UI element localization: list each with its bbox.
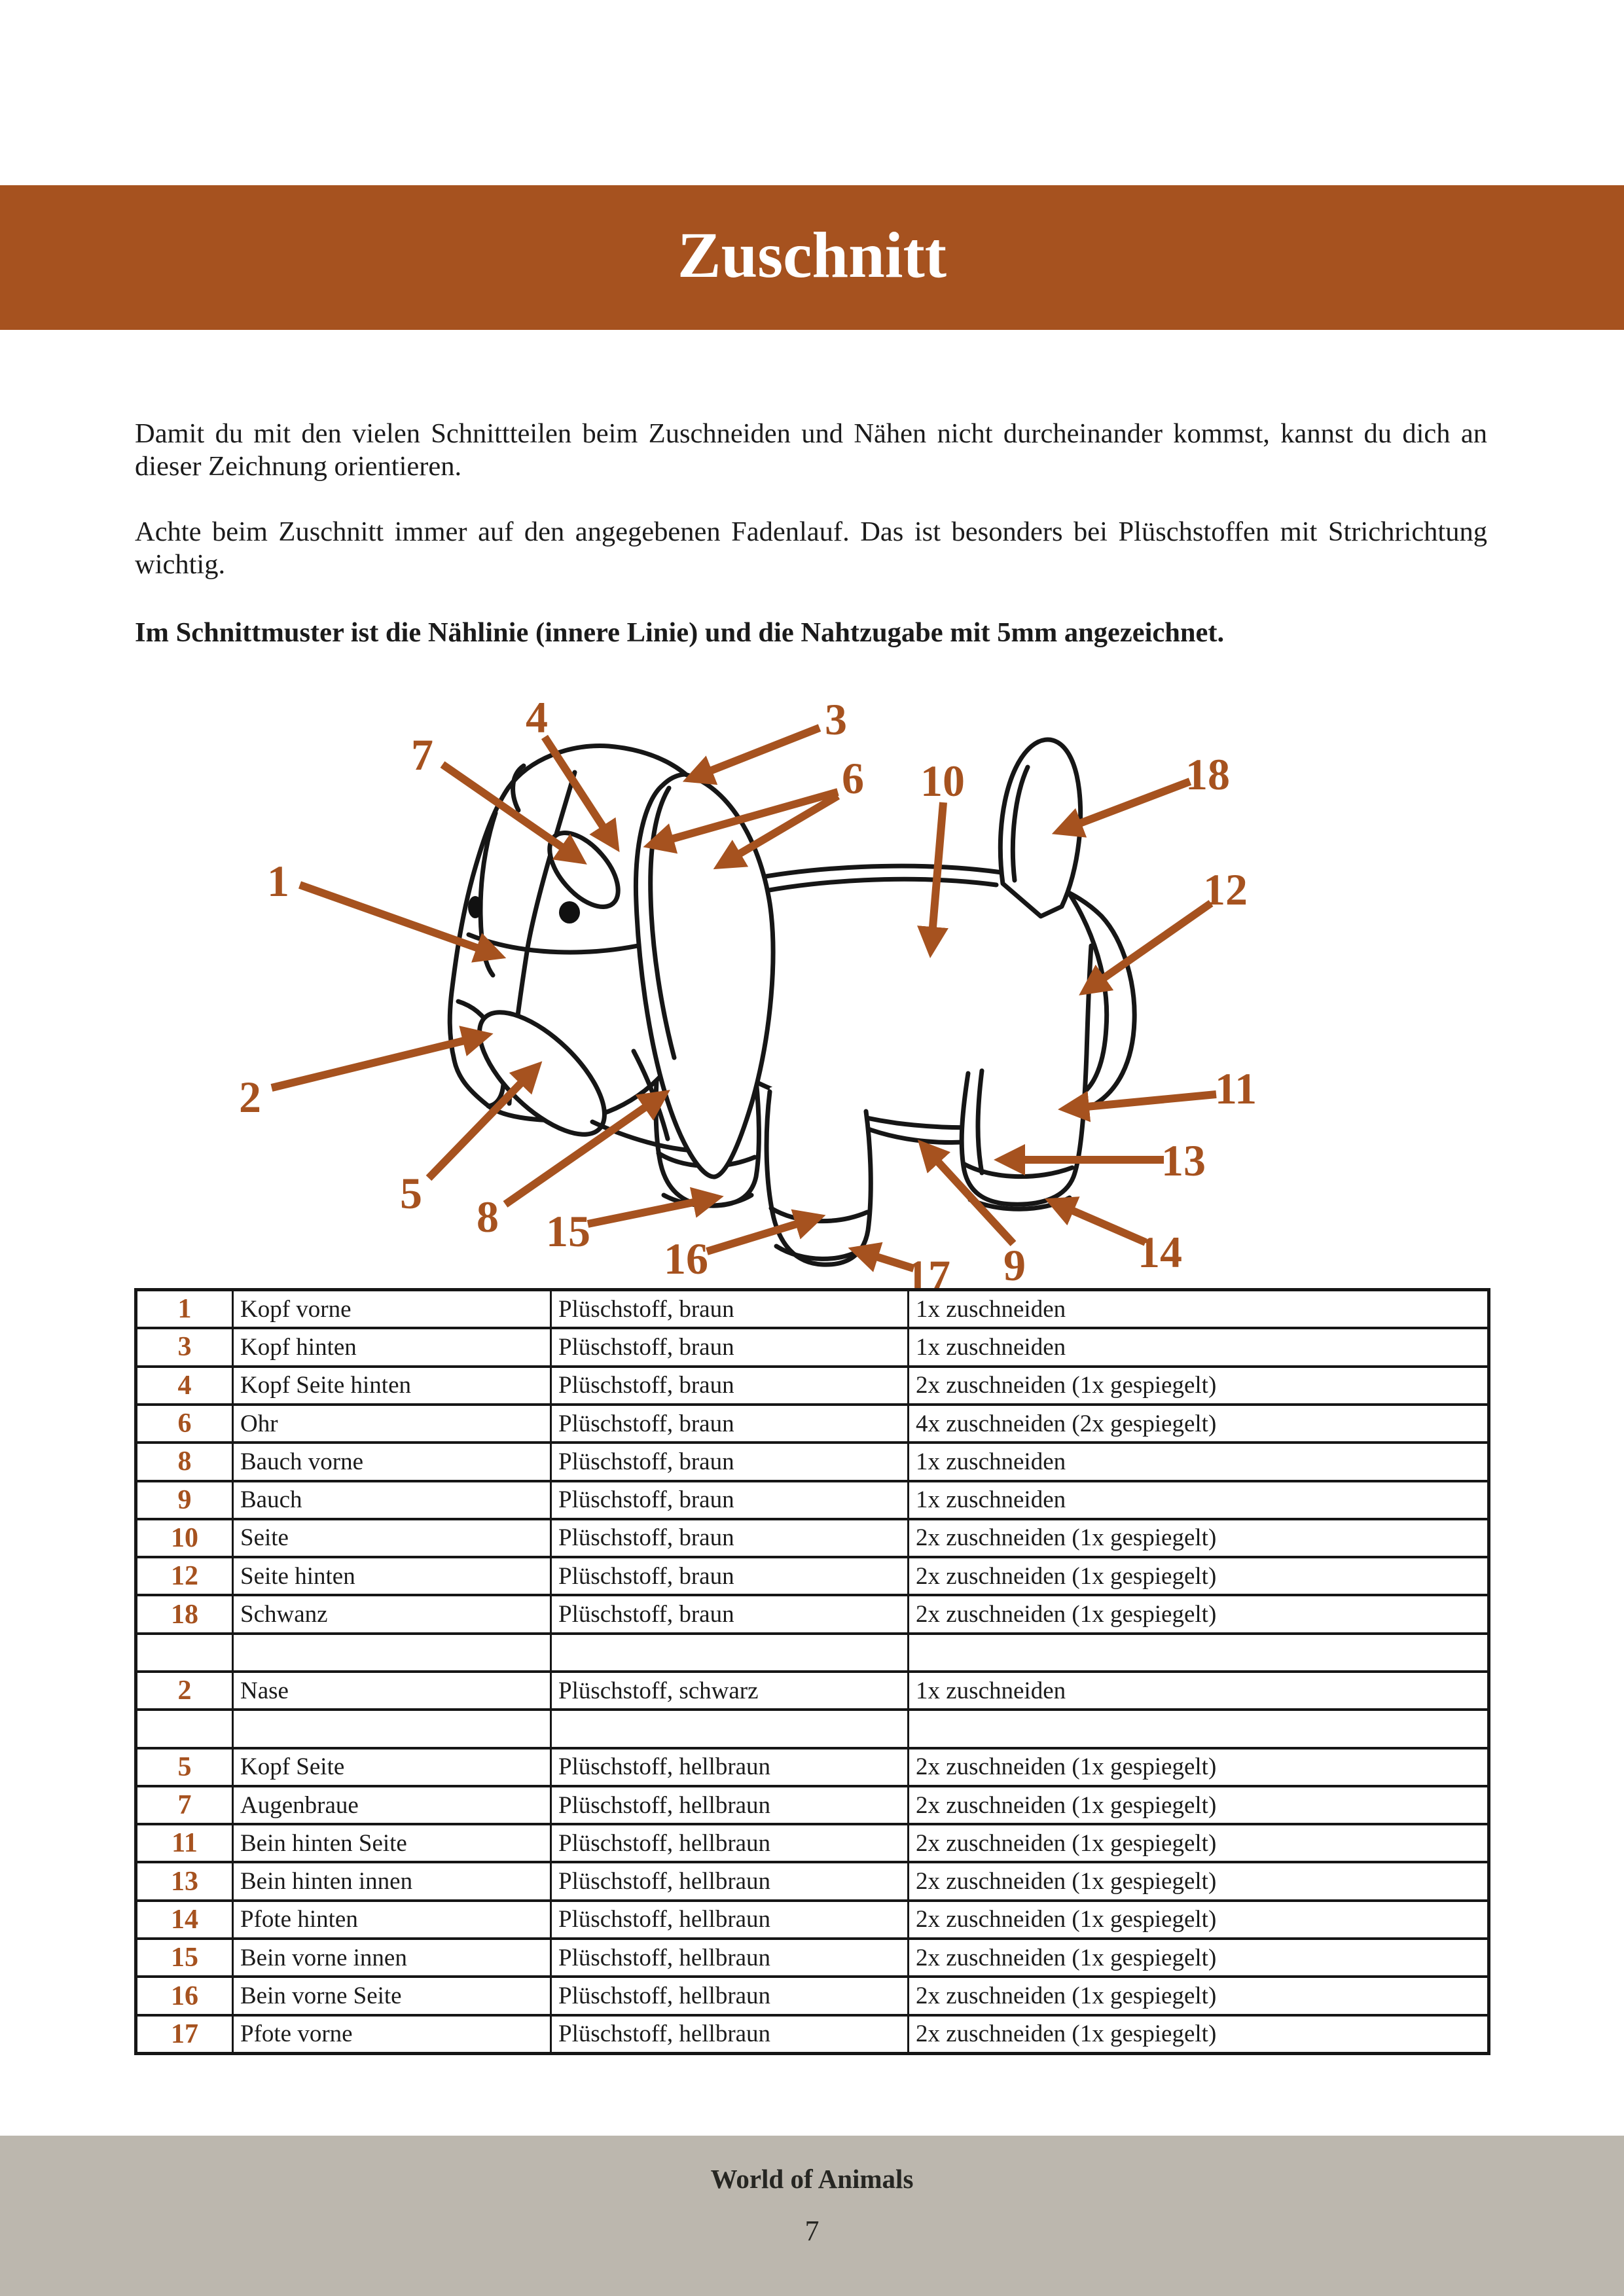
part-name-cell: Kopf hinten xyxy=(233,1328,551,1366)
cut-count-cell: 1x zuschneiden xyxy=(909,1443,1489,1480)
table-row xyxy=(136,1595,1489,1633)
table-row xyxy=(136,1367,1489,1405)
part-number-label-15: 15 xyxy=(546,1206,590,1256)
table-row xyxy=(136,1443,1489,1480)
cut-count-cell xyxy=(909,1634,1489,1672)
part-number-label-12: 12 xyxy=(1203,865,1248,914)
cut-count-cell: 1x zuschneiden xyxy=(909,1290,1489,1329)
part-number-label-16: 16 xyxy=(664,1234,708,1283)
leader-arrow-15 xyxy=(588,1198,716,1224)
part-name-cell: Seite xyxy=(233,1519,551,1557)
table-row xyxy=(136,1672,1489,1710)
material-cell: Plüschstoff, braun xyxy=(551,1405,909,1443)
part-number-cell: 9 xyxy=(136,1481,233,1519)
intro-paragraph-2: Achte beim Zuschnitt immer auf den angegebenen Fadenlauf. Das ist besonders bei Plüschstoffen mit Strichrichtung wichtig. xyxy=(135,516,1487,580)
table-row xyxy=(136,1824,1489,1862)
footer xyxy=(0,2136,1624,2296)
part-number-cell: 10 xyxy=(136,1519,233,1557)
part-number-label-13: 13 xyxy=(1161,1136,1206,1185)
cut-count-cell xyxy=(909,1710,1489,1748)
cutting-table xyxy=(134,1288,1490,2055)
part-name-cell: Kopf vorne xyxy=(233,1290,551,1329)
cut-count-cell: 1x zuschneiden xyxy=(909,1328,1489,1366)
cut-count-cell: 2x zuschneiden (1x gespiegelt) xyxy=(909,1862,1489,1900)
part-number-label-10: 10 xyxy=(920,756,965,806)
part-name-cell: Seite hinten xyxy=(233,1557,551,1595)
part-number-label-4: 4 xyxy=(526,692,548,742)
part-name-cell: Bauch vorne xyxy=(233,1443,551,1480)
part-name-cell: Bein hinten Seite xyxy=(233,1824,551,1862)
material-cell: Plüschstoff, hellbraun xyxy=(551,2015,909,2054)
cut-count-cell: 2x zuschneiden (1x gespiegelt) xyxy=(909,1595,1489,1633)
material-cell: Plüschstoff, braun xyxy=(551,1557,909,1595)
part-name-cell: Nase xyxy=(233,1672,551,1710)
part-name-cell: Kopf Seite hinten xyxy=(233,1367,551,1405)
part-number-label-7: 7 xyxy=(411,730,433,780)
part-number-label-17: 17 xyxy=(906,1251,950,1300)
part-name-cell: Kopf Seite xyxy=(233,1748,551,1786)
material-cell: Plüschstoff, hellbraun xyxy=(551,1824,909,1862)
table-row xyxy=(136,1748,1489,1786)
part-number-label-11: 11 xyxy=(1214,1064,1257,1113)
table-row xyxy=(136,1901,1489,1939)
part-number-cell: 15 xyxy=(136,1939,233,1977)
part-name-cell: Bauch xyxy=(233,1481,551,1519)
page-title: Zuschnitt xyxy=(677,219,947,291)
cut-count-cell: 2x zuschneiden (1x gespiegelt) xyxy=(909,1977,1489,2015)
material-cell: Plüschstoff, braun xyxy=(551,1519,909,1557)
part-number-label-14: 14 xyxy=(1138,1227,1182,1277)
table-row xyxy=(136,1634,1489,1672)
part-number-cell: 13 xyxy=(136,1862,233,1900)
part-number-cell: 12 xyxy=(136,1557,233,1595)
part-number-label-2: 2 xyxy=(239,1072,261,1122)
table-row xyxy=(136,1977,1489,2015)
table-row xyxy=(136,1519,1489,1557)
material-cell: Plüschstoff, braun xyxy=(551,1328,909,1366)
table-row xyxy=(136,1710,1489,1748)
table-row xyxy=(136,1481,1489,1519)
part-number-cell: 4 xyxy=(136,1367,233,1405)
part-name-cell: Augenbraue xyxy=(233,1786,551,1824)
material-cell: Plüschstoff, hellbraun xyxy=(551,1901,909,1939)
material-cell: Plüschstoff, hellbraun xyxy=(551,1977,909,2015)
cut-count-cell: 2x zuschneiden (1x gespiegelt) xyxy=(909,1786,1489,1824)
material-cell: Plüschstoff, braun xyxy=(551,1443,909,1480)
part-name-cell: Pfote hinten xyxy=(233,1901,551,1939)
cut-count-cell: 1x zuschneiden xyxy=(909,1672,1489,1710)
cutting-diagram xyxy=(164,668,1506,1309)
part-name-cell: Schwanz xyxy=(233,1595,551,1633)
table-row xyxy=(136,1328,1489,1366)
table-row xyxy=(136,1939,1489,1977)
part-name-cell: Bein vorne Seite xyxy=(233,1977,551,2015)
part-number-label-1: 1 xyxy=(267,856,289,906)
part-number-label-3: 3 xyxy=(825,694,847,744)
material-cell: Plüschstoff, braun xyxy=(551,1595,909,1633)
part-number-label-9: 9 xyxy=(1003,1240,1026,1290)
part-name-cell: Pfote vorne xyxy=(233,2015,551,2054)
leader-arrow-3 xyxy=(690,728,820,779)
material-cell: Plüschstoff, braun xyxy=(551,1481,909,1519)
part-number-cell: 7 xyxy=(136,1786,233,1824)
part-number-label-18: 18 xyxy=(1185,749,1230,799)
part-number-label-8: 8 xyxy=(477,1192,499,1242)
leader-arrow-14 xyxy=(1052,1202,1146,1242)
cut-count-cell: 2x zuschneiden (1x gespiegelt) xyxy=(909,1557,1489,1595)
table-row xyxy=(136,1405,1489,1443)
part-number-cell: 5 xyxy=(136,1748,233,1786)
material-cell xyxy=(551,1710,909,1748)
material-cell: Plüschstoff, hellbraun xyxy=(551,1786,909,1824)
material-cell: Plüschstoff, hellbraun xyxy=(551,1862,909,1900)
leader-arrow-17 xyxy=(856,1250,914,1268)
intro-paragraph-3: Im Schnittmuster ist die Nählinie (innere Linie) und die Nahtzugabe mit 5mm angezeichnet. xyxy=(135,617,1225,648)
part-name-cell: Ohr xyxy=(233,1405,551,1443)
far-eye xyxy=(468,896,482,918)
dog-illustration xyxy=(164,668,1506,1309)
table-row xyxy=(136,2015,1489,2054)
part-number-label-5: 5 xyxy=(400,1168,422,1218)
material-cell: Plüschstoff, braun xyxy=(551,1290,909,1329)
cut-count-cell: 2x zuschneiden (1x gespiegelt) xyxy=(909,2015,1489,2054)
part-number-cell: 1 xyxy=(136,1290,233,1329)
table-row xyxy=(136,1786,1489,1824)
part-name-cell: Bein vorne innen xyxy=(233,1939,551,1977)
part-number-cell xyxy=(136,1634,233,1672)
cut-count-cell: 4x zuschneiden (2x gespiegelt) xyxy=(909,1405,1489,1443)
cut-count-cell: 2x zuschneiden (1x gespiegelt) xyxy=(909,1748,1489,1786)
material-cell: Plüschstoff, hellbraun xyxy=(551,1939,909,1977)
near-eye xyxy=(559,901,580,924)
material-cell: Plüschstoff, schwarz xyxy=(551,1672,909,1710)
part-number-cell: 3 xyxy=(136,1328,233,1366)
cut-count-cell: 1x zuschneiden xyxy=(909,1481,1489,1519)
cut-count-cell: 2x zuschneiden (1x gespiegelt) xyxy=(909,1824,1489,1862)
part-name-cell xyxy=(233,1710,551,1748)
part-number-cell: 14 xyxy=(136,1901,233,1939)
part-number-cell xyxy=(136,1710,233,1748)
part-number-cell: 18 xyxy=(136,1595,233,1633)
part-number-label-6: 6 xyxy=(842,753,864,803)
material-cell: Plüschstoff, braun xyxy=(551,1367,909,1405)
part-number-cell: 17 xyxy=(136,2015,233,2054)
part-number-cell: 11 xyxy=(136,1824,233,1862)
brand-text: World of Animals xyxy=(710,2164,914,2194)
part-number-cell: 16 xyxy=(136,1977,233,2015)
material-cell xyxy=(551,1634,909,1672)
part-number-cell: 2 xyxy=(136,1672,233,1710)
table-row xyxy=(136,1862,1489,1900)
part-number-cell: 6 xyxy=(136,1405,233,1443)
part-name-cell xyxy=(233,1634,551,1672)
cut-count-cell: 2x zuschneiden (1x gespiegelt) xyxy=(909,1519,1489,1557)
intro-paragraph-1: Damit du mit den vielen Schnittteilen beim Zuschneiden und Nähen nicht durcheinander kommst, kannst du dich an dieser Zeichnung orientieren. xyxy=(135,418,1487,482)
cut-count-cell: 2x zuschneiden (1x gespiegelt) xyxy=(909,1367,1489,1405)
cut-count-cell: 2x zuschneiden (1x gespiegelt) xyxy=(909,1901,1489,1939)
title-bar xyxy=(0,185,1624,330)
part-number-cell: 8 xyxy=(136,1443,233,1480)
part-name-cell: Bein hinten innen xyxy=(233,1862,551,1900)
table-row xyxy=(136,1557,1489,1595)
cut-count-cell: 2x zuschneiden (1x gespiegelt) xyxy=(909,1939,1489,1977)
page-number: 7 xyxy=(804,2215,820,2247)
table-row xyxy=(136,1290,1489,1329)
material-cell: Plüschstoff, hellbraun xyxy=(551,1748,909,1786)
